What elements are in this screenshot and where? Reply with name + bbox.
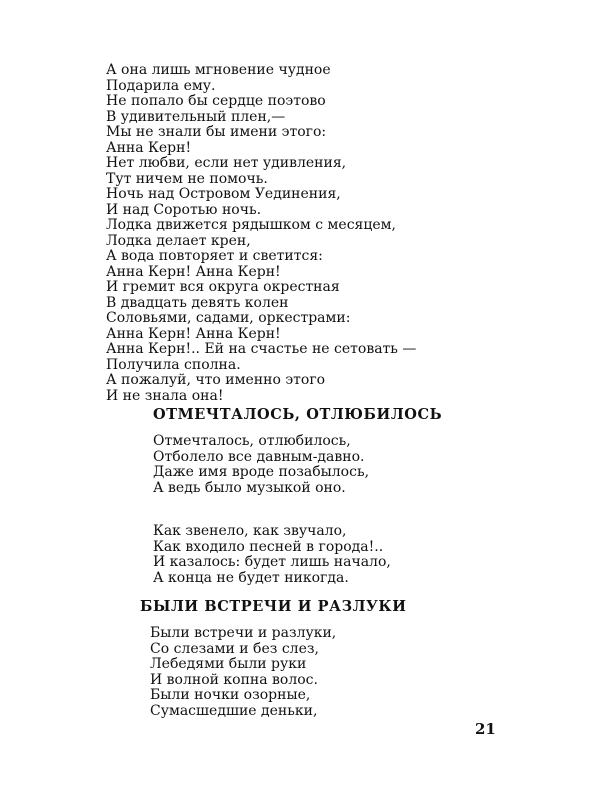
poem-line: Не попало бы сердце поэтово [106,93,326,109]
poem-line: В удивительный плен,— [106,108,286,125]
poem-title: БЫЛИ ВСТРЕЧИ И РАЗЛУКИ [140,598,407,615]
poem-line: И гремит вся округа окрестная [106,279,340,295]
poem-line: Отболело все давным-давно. [153,448,365,465]
poem-line: Подарила ему. [106,77,216,94]
poem-line: А пожалуй, что именно этого [106,372,326,388]
poem-line: А вода повторяет и светится: [106,248,323,264]
poem-line: Ночь над Островом Уединения, [106,186,341,202]
poem-line: Со слезами и без слез, [150,640,319,657]
poem-anna-kern [106,63,416,404]
poem-line: Были встречи и разлуки, [150,625,337,641]
poem-line: Лебедями были руки [150,656,307,672]
poem-line: И не знала она! [106,387,224,404]
poem-line: Анна Керн! Анна Керн! [106,325,281,342]
poem-line: Мы не знали бы имени этого: [106,124,327,140]
poem-line: Анна Керн! [106,139,192,156]
poem-line: Как звенело, как звучало, [153,523,347,539]
poem-line: Анна Керн! Анна Керн! [106,263,281,280]
poem-stanza [150,626,336,719]
poem-stanza [153,434,369,496]
poem-line: Даже имя вроде позабылось, [153,464,370,480]
poem-line: Анна Керн!.. Ей на счастье не сетовать — [106,341,417,357]
poem-line: А ведь было музыкой оно. [153,479,346,496]
poem-line: И над Соротью ночь. [106,201,262,218]
poem-line: А конца не будет никогда. [153,569,349,586]
poem-line: И волной копна волос. [150,671,318,688]
poem-title: ОТМЕЧТАЛОСЬ, ОТЛЮБИЛОСЬ [153,406,443,423]
poem-line: Соловьями, садами, оркестрами: [106,310,351,326]
poem-line: Лодка движется рядышком с месяцем, [106,217,397,233]
poem-line: А она лишь мгновение чудное [106,62,331,78]
poem-line: Нет любви, если нет удивления, [106,155,347,171]
page-number: 21 [475,720,496,738]
poem-line: В двадцать девять колен [106,294,289,311]
poem-stanza [153,524,391,586]
poem-line: Как входило песней в города!.. [153,538,384,555]
poem-line: Получила сполна. [106,356,241,373]
poem-line: Сумасшедшие деньки, [150,702,318,719]
poem-line: Тут ничем не помочь. [106,170,268,187]
poem-line: Лодка делает крен, [106,232,251,249]
poem-line: И казалось: будет лишь начало, [153,554,391,570]
poem-line: Отмечталось, отлюбилось, [153,433,351,449]
poem-line: Были ночки озорные, [150,687,311,703]
